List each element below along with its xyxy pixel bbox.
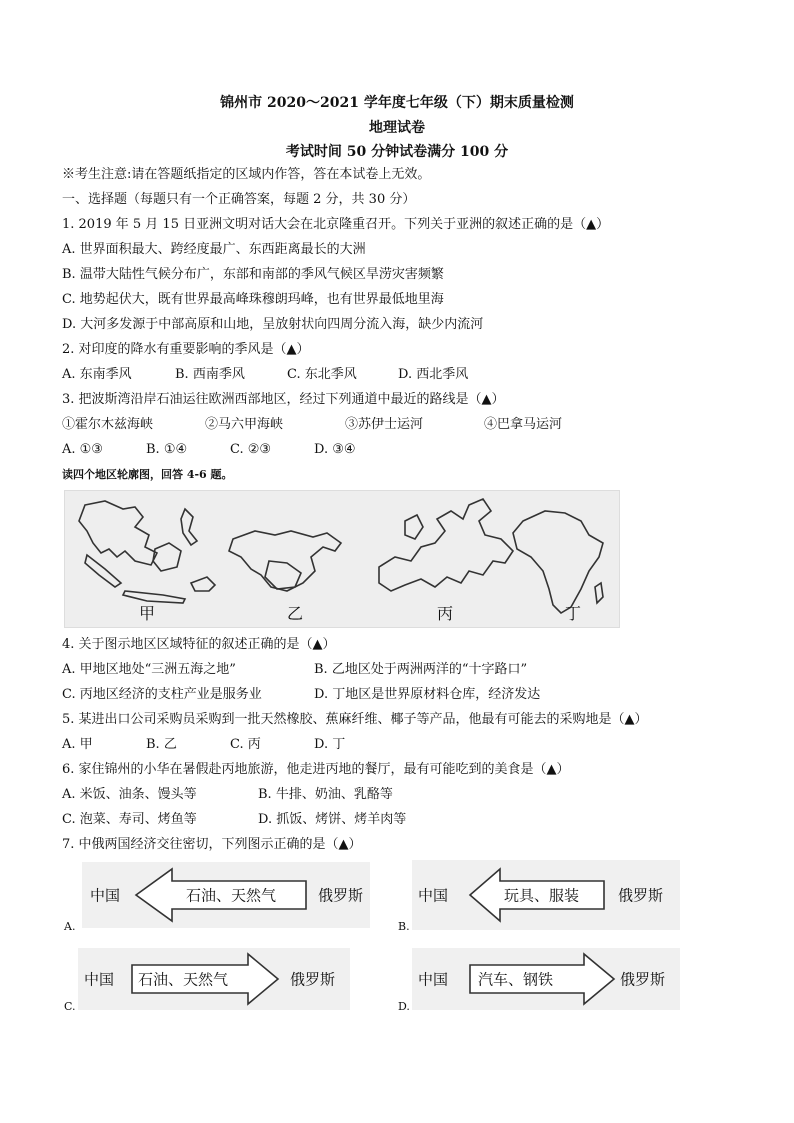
map-sumatra-outline — [85, 555, 121, 587]
q6-stem: 6. 家住锦州的小华在暑假赴丙地旅游，他走进丙地的餐厅，最有可能吃到的美食是（▲） — [62, 762, 570, 777]
map-africa-outline — [513, 511, 603, 613]
q4-option-a: A. 甲地区地处“三洲五海之地” — [62, 662, 236, 677]
map-label-jia: 甲 — [139, 604, 156, 623]
q7-diagram-b — [412, 860, 680, 930]
q7-option-a-label: A. — [64, 920, 76, 933]
q7-diagram-d — [412, 948, 680, 1010]
q5-option-c: C. 丙 — [230, 737, 261, 752]
q4-option-b: B. 乙地区处于两洲两洋的“十字路口” — [314, 662, 528, 677]
map-arabian-peninsula-outline — [265, 561, 301, 589]
q7-b-goods: 玩具、服装 — [504, 886, 580, 905]
q3-stem: 3. 把波斯湾沿岸石油运往欧洲西部地区，经过下列通道中最近的路线是（▲） — [62, 392, 505, 407]
q5-option-d: D. 丁 — [314, 737, 346, 752]
region-outline-maps — [64, 490, 620, 628]
q3-route-2: ②马六甲海峡 — [205, 417, 284, 432]
q7-a-china: 中国 — [90, 886, 121, 905]
q7-b-china: 中国 — [418, 886, 449, 905]
q7-a-goods: 石油、天然气 — [186, 886, 277, 905]
q7-diagram-c — [78, 948, 350, 1010]
q3-route-4: ④巴拿马运河 — [484, 417, 563, 432]
map-madagascar-outline — [595, 583, 603, 603]
q5-option-a: A. 甲 — [62, 737, 93, 752]
notice: ※考生注意:请在答题纸指定的区域内作答，答在本试卷上无效。 — [62, 167, 431, 182]
map-middle-east-outline — [229, 531, 341, 591]
q3-route-3: ③苏伊士运河 — [345, 417, 424, 432]
q7-d-goods: 汽车、钢铁 — [478, 970, 554, 989]
q5-option-b: B. 乙 — [146, 737, 177, 752]
map-britain-outline — [405, 515, 423, 539]
q7-d-russia: 俄罗斯 — [620, 970, 666, 989]
q7-option-b-label: B. — [398, 920, 410, 933]
q1-option-b: B. 温带大陆性气候分布广，东部和南部的季风气候区旱涝灾害频繁 — [62, 267, 444, 282]
q2-option-d: D. 西北季风 — [398, 367, 469, 382]
q2-option-a: A. 东南季风 — [62, 367, 132, 382]
q2-option-c: C. 东北季风 — [287, 367, 357, 382]
q7-c-china: 中国 — [84, 970, 115, 989]
map-southeast-asia-outline — [79, 501, 157, 565]
q7-stem: 7. 中俄两国经济交往密切，下列图示正确的是（▲） — [62, 837, 362, 852]
q1-option-a: A. 世界面积最大、跨经度最广、东西距离最长的大洲 — [62, 242, 366, 257]
q3-option-b: B. ①④ — [146, 442, 188, 457]
q6-option-d: D. 抓饭、烤饼、烤羊肉等 — [258, 812, 407, 827]
q7-a-russia: 俄罗斯 — [318, 886, 364, 905]
map-label-ding: 丁 — [565, 604, 582, 623]
map-label-yi: 乙 — [287, 604, 304, 623]
map-europe-outline — [379, 499, 513, 591]
q3-option-c: C. ②③ — [230, 442, 272, 457]
q6-option-a: A. 米饭、油条、馒头等 — [62, 787, 197, 802]
q1-option-d: D. 大河多发源于中部高原和山地，呈放射状向四周分流入海，缺少内流河 — [62, 317, 484, 332]
q2-option-b: B. 西南季风 — [175, 367, 245, 382]
q7-c-russia: 俄罗斯 — [290, 970, 336, 989]
q7-option-d-label: D. — [398, 1000, 410, 1013]
q7-c-goods: 石油、天然气 — [138, 970, 229, 989]
q7-d-china: 中国 — [418, 970, 449, 989]
q4-option-c: C. 丙地区经济的支柱产业是服务业 — [62, 687, 262, 702]
map-intro: 读四个地区轮廓图，回答 4-6 题。 — [62, 468, 233, 481]
section-heading: 一、选择题（每题只有一个正确答案，每题 2 分，共 30 分） — [62, 192, 416, 207]
q7-option-c-label: C. — [64, 1000, 76, 1013]
map-borneo-outline — [153, 543, 181, 571]
q1-option-c: C. 地势起伏大，既有世界最高峰珠穆朗玛峰，也有世界最低地里海 — [62, 292, 444, 307]
q1-stem: 1. 2019 年 5 月 15 日亚洲文明对话大会在北京隆重召开。下列关于亚洲的叙述正确的是（▲） — [62, 217, 610, 232]
exam-subject: 地理试卷 — [369, 120, 425, 136]
q4-stem: 4. 关于图示地区区域特征的叙述正确的是（▲） — [62, 637, 336, 652]
q7-diagram-a — [82, 862, 370, 928]
q4-option-d: D. 丁地区是世界原材料仓库，经济发达 — [314, 687, 541, 702]
map-new-guinea-outline — [191, 577, 215, 591]
q3-option-a: A. ①③ — [62, 442, 103, 457]
map-philippines-outline — [181, 509, 197, 545]
q3-route-1: ①霍尔木兹海峡 — [62, 417, 154, 432]
q6-option-b: B. 牛排、奶油、乳酪等 — [258, 787, 393, 802]
q5-stem: 5. 某进出口公司采购员采购到一批天然橡胶、蕉麻纤维、椰子等产品，他最有可能去的采购地是（▲） — [62, 712, 648, 727]
q7-b-russia: 俄罗斯 — [618, 886, 664, 905]
map-label-bing: 丙 — [437, 604, 454, 623]
q6-option-c: C. 泡菜、寿司、烤鱼等 — [62, 812, 197, 827]
q3-option-d: D. ③④ — [314, 442, 356, 457]
exam-title: 锦州市 2020～2021 学年度七年级（下）期末质量检测 — [220, 95, 574, 111]
q2-stem: 2. 对印度的降水有重要影响的季风是（▲） — [62, 342, 310, 357]
exam-time: 考试时间 50 分钟试卷满分 100 分 — [285, 144, 509, 160]
